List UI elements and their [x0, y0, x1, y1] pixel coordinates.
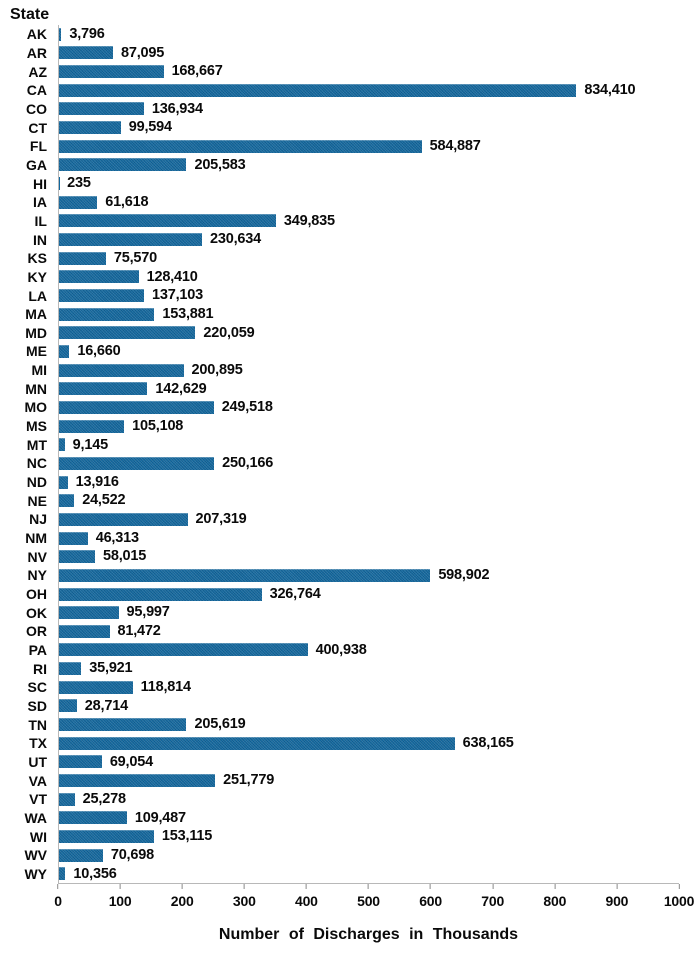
value-label: 326,764: [269, 585, 321, 602]
state-label: WI: [29, 828, 47, 845]
bar-row: [0, 547, 700, 566]
bar-row: [0, 659, 700, 678]
bar-row: [0, 865, 700, 884]
state-label: MN: [25, 380, 47, 397]
value-label: 584,887: [429, 138, 481, 155]
bar-row: [0, 622, 700, 641]
bar: [59, 308, 154, 321]
value-label: 58,015: [102, 548, 147, 565]
y-axis-title: State: [10, 6, 50, 23]
value-label: 70,698: [110, 846, 154, 863]
state-label: MA: [25, 306, 47, 323]
tick-label: 300: [232, 893, 256, 909]
bar: [59, 270, 139, 283]
bar-row: [0, 585, 700, 604]
tick-mark: [492, 884, 493, 889]
bar-track: [58, 305, 679, 324]
bar: [59, 28, 61, 41]
bar-row: [0, 603, 700, 622]
bar-track: [58, 137, 679, 156]
value-label: 81,472: [117, 623, 161, 640]
tick-mark: [678, 884, 679, 889]
bar-track: [58, 435, 679, 454]
value-label: 24,522: [82, 492, 126, 509]
value-label: 250,166: [222, 455, 274, 472]
x-tick: [109, 884, 132, 909]
bar: [59, 849, 103, 862]
bar-track: [58, 361, 679, 380]
bar: [59, 476, 68, 489]
bar-row: [0, 25, 700, 44]
value-label: 99,594: [128, 119, 172, 136]
bar: [59, 513, 188, 526]
state-label: ME: [26, 343, 47, 360]
bar: [59, 867, 65, 880]
bar: [59, 420, 124, 433]
state-label: FL: [29, 138, 47, 155]
bar: [59, 569, 430, 582]
value-label: 16,660: [77, 343, 121, 360]
bar-row: [0, 790, 700, 809]
value-label: 61,618: [105, 193, 149, 210]
bar-row: [0, 417, 700, 436]
state-label: NV: [27, 548, 47, 565]
value-label: 128,410: [146, 268, 198, 285]
state-label: NY: [27, 567, 47, 584]
bar: [59, 158, 186, 171]
tick-label: 800: [543, 893, 567, 909]
state-label: IN: [33, 231, 47, 248]
bar-row: [0, 81, 700, 100]
x-axis-ticks: [54, 884, 695, 914]
value-label: 75,570: [113, 249, 157, 266]
bar-row: [0, 398, 700, 417]
value-label: 400,938: [315, 641, 367, 658]
bar-track: [58, 753, 679, 772]
bar: [59, 793, 75, 806]
value-label: 205,619: [194, 716, 246, 733]
bar: [59, 326, 195, 339]
state-label: WY: [24, 865, 47, 882]
bar: [59, 84, 576, 97]
state-label: MI: [31, 362, 47, 379]
tick-label: 0: [54, 893, 62, 909]
value-label: 9,145: [72, 436, 108, 453]
value-label: 95,997: [126, 604, 170, 621]
value-label: 10,356: [73, 865, 117, 882]
value-label: 834,410: [584, 82, 636, 99]
state-label: AZ: [28, 63, 47, 80]
value-label: 249,518: [221, 399, 273, 416]
bar-track: [58, 81, 679, 100]
bar-track: [58, 715, 679, 734]
bar-track: [58, 324, 679, 343]
state-label: CA: [26, 82, 47, 99]
bar-row: [0, 809, 700, 828]
bar-row: [0, 379, 700, 398]
x-tick: [233, 884, 256, 909]
state-label: LA: [28, 287, 47, 304]
value-label: 69,054: [109, 753, 153, 770]
bar-track: [58, 44, 679, 63]
bar-track: [58, 156, 679, 175]
bar-track: [58, 790, 679, 809]
bar: [59, 550, 95, 563]
bar-track: [58, 827, 679, 846]
value-label: 35,921: [89, 660, 133, 677]
bar-track: [58, 100, 679, 119]
state-label: RI: [33, 660, 47, 677]
value-label: 638,165: [462, 735, 514, 752]
bar: [59, 102, 144, 115]
bar: [59, 121, 121, 134]
state-label: KS: [27, 250, 47, 267]
bar: [59, 662, 81, 675]
value-label: 235: [67, 175, 91, 192]
bar: [59, 214, 276, 227]
value-label: 105,108: [132, 417, 184, 434]
bar: [59, 364, 184, 377]
bar: [59, 196, 97, 209]
bar-track: [58, 398, 679, 417]
bar: [59, 532, 88, 545]
tick-mark: [306, 884, 307, 889]
tick-label: 1000: [663, 893, 695, 909]
bar: [59, 382, 147, 395]
state-label: MT: [26, 436, 47, 453]
state-label: KY: [27, 268, 47, 285]
bar-track: [58, 454, 679, 473]
bar-row: [0, 566, 700, 585]
value-label: 28,714: [84, 697, 128, 714]
state-label: NC: [26, 455, 47, 472]
bar: [59, 588, 262, 601]
bar-row: [0, 771, 700, 790]
value-label: 230,634: [209, 231, 261, 248]
value-label: 46,313: [95, 529, 139, 546]
x-tick: [606, 884, 629, 909]
bar-track: [58, 622, 679, 641]
x-tick: [357, 884, 380, 909]
tick-mark: [120, 884, 121, 889]
bar: [59, 643, 308, 656]
value-label: 25,278: [82, 790, 126, 807]
tick-mark: [430, 884, 431, 889]
bar-row: [0, 305, 700, 324]
bar-row: [0, 342, 700, 361]
state-label: MD: [25, 324, 47, 341]
bar-track: [58, 268, 679, 287]
bar-row: [0, 44, 700, 63]
x-axis-title: Number of Discharges in Thousands: [218, 926, 519, 943]
bar-track: [58, 473, 679, 492]
bar-row: [0, 118, 700, 137]
bar-row: [0, 846, 700, 865]
bar-track: [58, 529, 679, 548]
state-label: AR: [26, 44, 47, 61]
tick-mark: [58, 884, 59, 889]
state-label: ND: [26, 474, 47, 491]
bar-track: [58, 212, 679, 231]
bar: [59, 233, 202, 246]
tick-label: 500: [357, 893, 380, 909]
bar: [59, 65, 164, 78]
state-label: OK: [26, 604, 47, 621]
x-tick: [481, 884, 504, 909]
tick-label: 900: [605, 893, 629, 909]
bar: [59, 401, 214, 414]
bar-row: [0, 174, 700, 193]
value-label: 153,115: [161, 828, 213, 845]
bar-track: [58, 230, 679, 249]
state-label: CT: [28, 119, 47, 136]
state-label: TX: [29, 735, 47, 752]
value-label: 87,095: [120, 44, 165, 61]
bar-track: [58, 566, 679, 585]
bar-track: [58, 118, 679, 137]
bar: [59, 289, 144, 302]
bar: [59, 699, 77, 712]
value-label: 598,902: [438, 567, 490, 584]
bar: [59, 494, 74, 507]
bar-track: [58, 174, 679, 193]
x-tick: [295, 884, 318, 909]
state-label: GA: [26, 156, 47, 173]
bar-row: [0, 137, 700, 156]
bar-row: [0, 734, 700, 753]
bar-row: [0, 62, 700, 81]
state-label: UT: [28, 753, 47, 770]
value-label: 13,916: [75, 473, 119, 490]
x-tick: [54, 884, 62, 909]
bar-rows: [0, 25, 700, 883]
bar-track: [58, 417, 679, 436]
value-label: 349,835: [283, 212, 335, 229]
bar: [59, 774, 215, 787]
bar-track: [58, 193, 679, 212]
state-label: SD: [27, 697, 47, 714]
state-label: NM: [25, 530, 47, 547]
state-label: WA: [24, 809, 47, 826]
bar: [59, 811, 127, 824]
bar-track: [58, 25, 679, 44]
tick-label: 100: [108, 893, 132, 909]
bar: [59, 830, 154, 843]
value-label: 168,667: [171, 63, 223, 80]
tick-label: 700: [481, 893, 505, 909]
bar-track: [58, 547, 679, 566]
bar-track: [58, 659, 679, 678]
bar-track: [58, 249, 679, 268]
bar-track: [58, 62, 679, 81]
state-label: IA: [33, 194, 47, 211]
bar-row: [0, 753, 700, 772]
bar-track: [58, 286, 679, 305]
bar-track: [58, 342, 679, 361]
value-label: 142,629: [155, 380, 207, 397]
bar-row: [0, 641, 700, 660]
bar-row: [0, 361, 700, 380]
x-tick: [419, 884, 442, 909]
state-label: OR: [26, 623, 47, 640]
bar-row: [0, 249, 700, 268]
bar-track: [58, 379, 679, 398]
tick-mark: [616, 884, 617, 889]
bar-track: [58, 678, 679, 697]
bar: [59, 345, 69, 358]
x-tick: [664, 884, 694, 909]
bar: [59, 755, 102, 768]
state-label: OH: [26, 586, 47, 603]
bar-track: [58, 771, 679, 790]
state-label: VA: [28, 772, 47, 789]
value-label: 118,814: [140, 679, 191, 696]
bar: [59, 252, 106, 265]
state-label: NJ: [29, 511, 47, 528]
bar-track: [58, 641, 679, 660]
state-label: CO: [26, 100, 47, 117]
state-label: VT: [29, 791, 47, 808]
state-label: PA: [28, 641, 47, 658]
state-label: IL: [34, 212, 47, 229]
value-label: 200,895: [191, 361, 243, 378]
value-label: 137,103: [152, 287, 204, 304]
bar-row: [0, 268, 700, 287]
tick-label: 600: [419, 893, 442, 909]
bar-track: [58, 809, 679, 828]
bar-row: [0, 454, 700, 473]
bar-track: [58, 865, 679, 884]
bar-track: [58, 491, 679, 510]
bar: [59, 718, 186, 731]
bar-track: [58, 603, 679, 622]
state-label: AK: [26, 26, 47, 43]
value-label: 3,796: [69, 26, 105, 43]
bar-row: [0, 473, 700, 492]
state-label: NE: [27, 492, 47, 509]
tick-mark: [368, 884, 369, 889]
tick-label: 400: [295, 893, 318, 909]
bar: [59, 606, 119, 619]
state-label: SC: [27, 679, 47, 696]
bar-row: [0, 715, 700, 734]
bar-row: [0, 193, 700, 212]
bar: [59, 46, 113, 59]
bar-row: [0, 697, 700, 716]
bar-row: [0, 678, 700, 697]
state-label: TN: [28, 716, 47, 733]
bar-row: [0, 491, 700, 510]
bar: [59, 438, 65, 451]
x-tick: [171, 884, 194, 909]
value-label: 205,583: [194, 156, 246, 173]
tick-mark: [244, 884, 245, 889]
bar-row: [0, 230, 700, 249]
state-label: WV: [24, 847, 47, 864]
bar-track: [58, 510, 679, 529]
value-label: 136,934: [151, 100, 203, 117]
value-label: 251,779: [223, 772, 275, 789]
bar-row: [0, 529, 700, 548]
bar-row: [0, 510, 700, 529]
state-label: HI: [33, 175, 47, 192]
bar-track: [58, 734, 679, 753]
tick-label: 200: [170, 893, 194, 909]
value-label: 220,059: [203, 324, 255, 341]
bar-track: [58, 585, 679, 604]
bar-track: [58, 846, 679, 865]
bar-row: [0, 212, 700, 231]
bar-row: [0, 827, 700, 846]
x-tick: [543, 884, 566, 909]
bar: [59, 681, 133, 694]
tick-mark: [182, 884, 183, 889]
bar: [59, 140, 422, 153]
value-label: 109,487: [134, 809, 186, 826]
bar: [59, 737, 455, 750]
value-label: 153,881: [162, 305, 214, 322]
bar-row: [0, 156, 700, 175]
bar-row: [0, 435, 700, 454]
state-label: MS: [26, 418, 47, 435]
bar-row: [0, 286, 700, 305]
state-label: MO: [24, 399, 47, 416]
value-label: 207,319: [195, 511, 247, 528]
bar: [59, 457, 214, 470]
bar: [59, 625, 110, 638]
bar-row: [0, 100, 700, 119]
bar-track: [58, 697, 679, 716]
tick-mark: [554, 884, 555, 889]
bar-row: [0, 324, 700, 343]
